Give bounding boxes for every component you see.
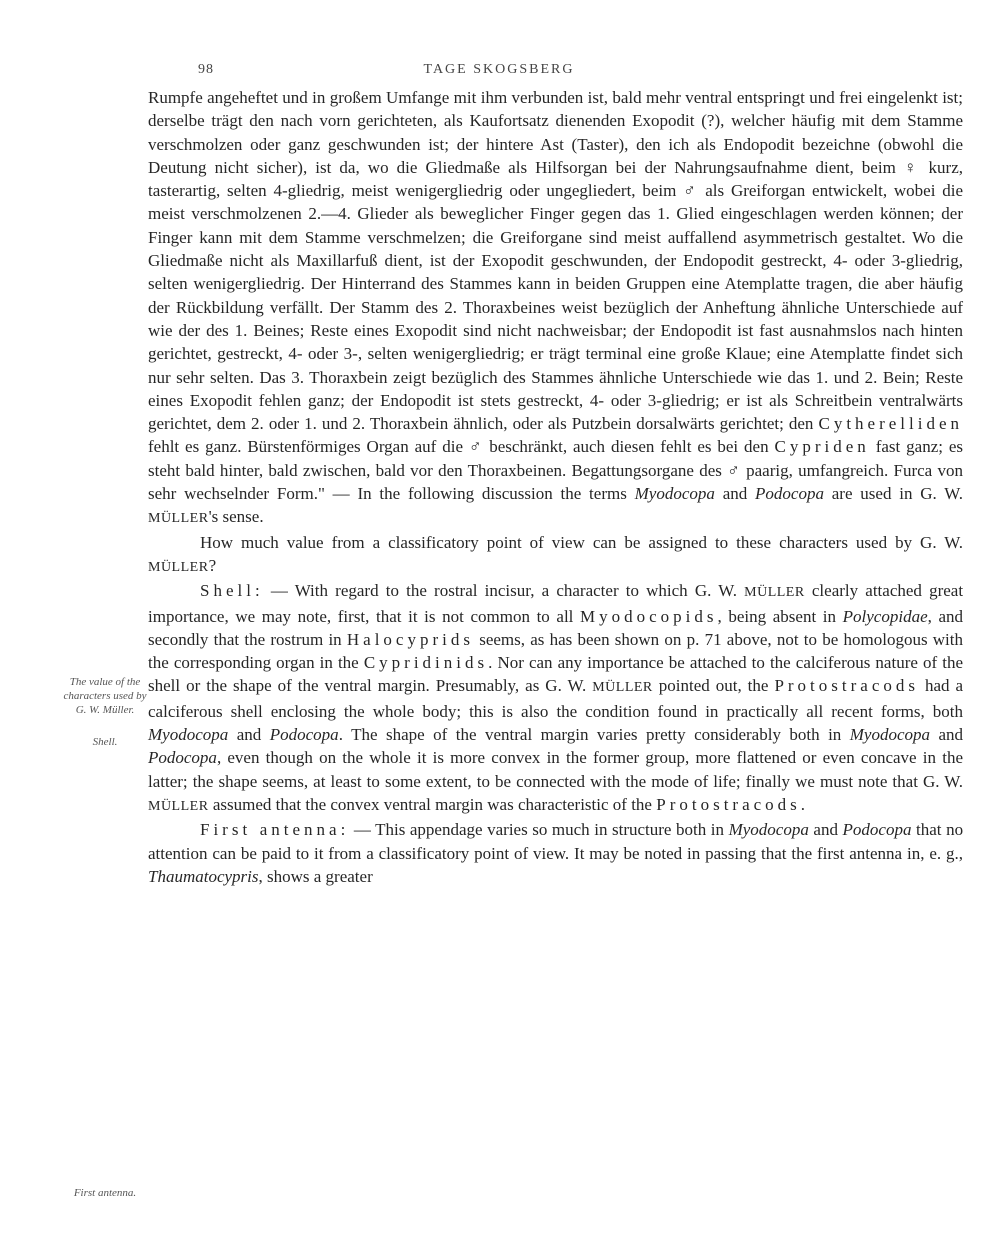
page-number: 98	[198, 62, 214, 77]
body-text	[148, 86, 963, 888]
running-head: TAGE SKOGSBERG	[423, 62, 575, 77]
page-header	[0, 62, 998, 86]
paragraph-first-antenna: First antenna: — This appendage varies so much in structure both in Myodocopa and Podocopa that no attention can be paid to it from a classificatory point of view. It may be noted in passing that the first antenna in, e. g., Thaumatocypris, shows a greater	[148, 820, 964, 886]
margin-note-first-antenna: First antenna.	[73, 1187, 137, 1199]
margin-note-value: The value of the characters used by G. W. Müller.	[63, 676, 147, 716]
paragraph-value-question: How much value from a classificatory point of view can be assigned to these characters used by G. W. MÜLLER?	[148, 532, 963, 575]
margin-note-shell: Shell.	[92, 736, 118, 748]
paragraph-continuation: Rumpfe angeheftet und in großem Umfange mit ihm verbunden ist, bald mehr ventral entspringt und frei eingelenkt ist; derselbe trägt den nach vorn gerichteten, als Kaufortsatz dienenden Exopodit (?), welcher häufig mit dem Stamme verschmolzen oder ganz geschwunden ist; der hintere Ast (Taster), den ich als Endopodit bezeichne (obwohl die Deutung nicht sicher), ist da, wo die Gliedmaße als Hilfsorgan bei der Nahrungsaufnahme dient, beim ♀ kurz, tasterartig, selten 4-gliedrig, meist wenigergliedrig oder ungegliedert, beim ♂ als Greiforgan entwickelt, wobei die meist verschmolzenen 2.—4. Glieder als beweglicher Finger gegen das 1. Glied eingeschlagen werden können; der Finger kann mit dem Stamme verschmelzen; die Greiforgane sind meist auffallend asymmetrisch gestaltet. Wo die Gliedmaße nicht als Maxillarfuß dient, ist der Exopodit geschwunden, der Endopodit gestreckt, 4- oder 3-gliedrig, selten wenigergliedrig. Der Hinterrand des Stammes kann in beiden Gruppen eine Atemplatte tragen, die aber häufig der Rückbildung verfällt. Der Stamm des 2. Thoraxbeines weist bezüglich der Anheftung ähnliche Unterschiede auf wie der des 1. Beines; Reste eines Exopodit sind nicht nachweisbar; der Endopodit ist fast ausnahmslos nach hinten gerichtet, gestreckt, 4- oder 3-, selten wenigergliedrig; er trägt terminal eine große Klaue; eine Atemplatte findet sich nur sehr selten. Das 3. Thoraxbein zeigt bezüglich des Stammes ähnliche Unterschiede wie das 1. und 2. Bein; Reste eines Exopodit fehlen ganz; der Endopodit ist stets gestreckt, 4- oder 3-gliedrig; er ist als Schreitbein ventralwärts gerichtet, dem 2. oder 1. und 2. Thoraxbein ähnlich, oder als Putzbein dorsalwärts gerichtet; den Cytherelliden fehlt es ganz. Bürstenförmiges Organ auf die ♂ beschränkt, auch diesen fehlt es bei den Cypriden fast ganz; es steht bald hinter, bald zwischen, bald vor den Thoraxbeinen. Begattungsorgane des ♂ paarig, umfangreich. Furca von sehr wechselnder Form." — In the following discussion the terms Myodocopa and Podocopa are used in G. W. MÜLLER's sense.	[148, 88, 964, 527]
paragraph-shell: Shell: — With regard to the rostral incisur, a character to which G. W. MÜLLER clearly attached great importance, we may note, first, that it is not common to all Myodocopids, being absent in Polycopidae, and secondly that the rostrum in Halocyprids seems, as has been shown on p. 71 above, not to be homologous with the corresponding organ in the Cypridinids. Nor can any importance be attached to the calciferous nature of the shell or the shape of the ventral margin. Presumably, as G. W. MÜLLER pointed out, the Protostracods had a calciferous shell enclosing the whole body; this is also the condition found in practically all recent forms, both Myodocopa and Podocopa. The shape of the ventral margin varies pretty considerably both in Myodocopa and Podocopa, even though on the whole it is more convex in the former group, more flattened or even concave in the latter; the shape seems, at least to some extent, to be connected with the mode of life; finally we must note that G. W. MÜLLER assumed that the convex ventral margin was characteristic of the Protostracods.	[148, 581, 964, 814]
